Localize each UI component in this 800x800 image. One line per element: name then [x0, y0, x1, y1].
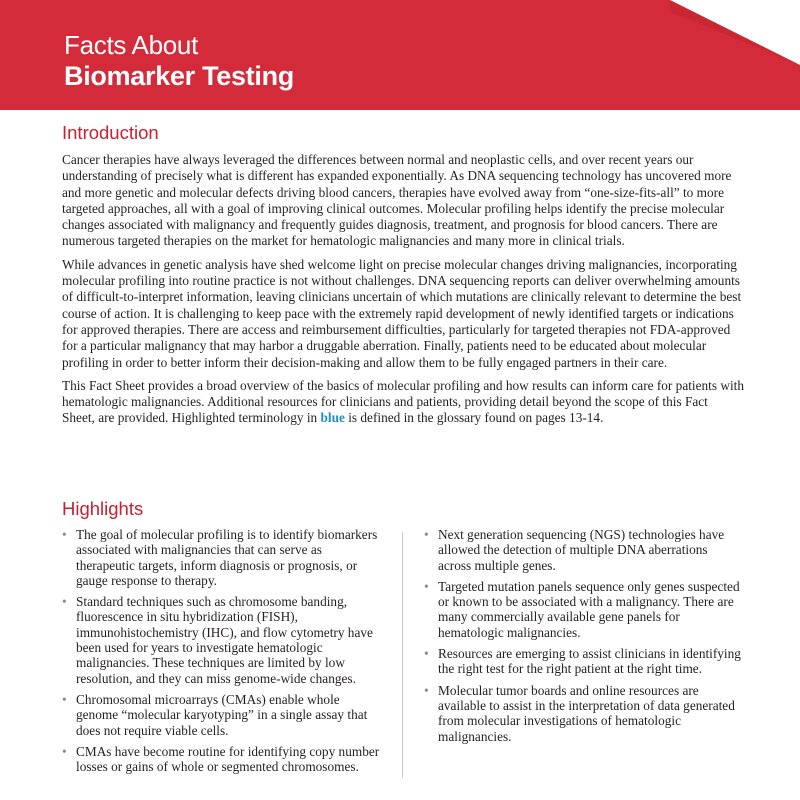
- list-item: • Chromosomal microarrays (CMAs) enable whole genome “molecular karyotyping” in a single assay that does not require viable cells.: [62, 692, 380, 738]
- intro-paragraph-1: Cancer therapies have always leveraged the differences between normal and neoplastic cells, and over recent years our understanding of precisely what is different has expanded exponentially. As DNA sequencing technology has uncovered more and more genetic and molecular defects driving blood cancers, therapies have evolved away from “one-size-fits-all” to more targeted approaches, all with a goal of improving clinical outcomes. Molecular profiling helps identify the precise molecular changes associated with malignancy and frequently guides diagnosis, treatment, and prognosis for blood cancers. There are numerous targeted therapies on the market for hematologic malignancies and many more in clinical trials.: [62, 152, 732, 249]
- list-item: • Next generation sequencing (NGS) technologies have allowed the detection of multiple DNA aberrations across multiple genes.: [424, 527, 744, 573]
- intro-paragraph-3: [62, 378, 744, 427]
- list-item: • Molecular tumor boards and online resources are available to assist in the interpretation of data generated from molecular investigations of hematologic malignancies.: [424, 683, 744, 744]
- intro-paragraph-3-text: This Fact Sheet provides a broad overview of the basics of molecular profiling and how results can inform care for patients with hematologic malignancies. Additional resources for clinicians and patients, providing detail beyond the scope of this Fact Sheet, are provided. Highlighted terminology in: [62, 377, 745, 426]
- introduction-heading: Introduction: [62, 122, 159, 143]
- highlights-heading: Highlights: [62, 498, 144, 519]
- column-divider: [402, 532, 403, 778]
- highlight-term-blue: blue: [320, 410, 345, 426]
- highlights-left-list: [62, 527, 380, 774]
- list-item: • Standard techniques such as chromosome banding, fluorescence in situ hybridization (FISH), immunohistochemistry (IHC), and flow cytometry have been used for years to investigate hematologic malignancies. These techniques are limited by low resolution, and they can miss genome-wide changes.: [62, 594, 380, 686]
- intro-paragraph-2: While advances in genetic analysis have shed welcome light on precise molecular changes driving malignancies, incorporating molecular profiling into routine practice is not without challenges. DNA sequencing reports can deliver overwhelming amounts of difficult-to-interpret information, leaving clinicians uncertain of which mutations are clinically relevant to determine the best course of action. It is challenging to keep pace with the extremely rapid development of newly identified targets or indications for approved therapies. There are access and reimbursement difficulties, particularly for targeted therapies not FDA-approved for a particular malignancy that may harbor a druggable aberration. Finally, patients need to be educated about molecular profiling in order to better inform their decision-making and allow them to be fully engaged partners in their care.: [62, 256, 742, 370]
- highlights-left-column: [62, 527, 380, 780]
- page-fold-corner: [670, 0, 800, 65]
- list-item: • CMAs have become routine for identifying copy number losses or gains of whole or segmented chromosomes.: [62, 744, 380, 775]
- intro-paragraph-3-end: is defined in the glossary found on pages 13-14.: [344, 410, 604, 426]
- title-line-1: Facts About: [64, 30, 198, 60]
- list-item: • Targeted mutation panels sequence only genes suspected or known to be associated with a malignancy. There are many commercially available gene panels for hematologic malignancies.: [424, 579, 744, 640]
- introduction-body: [62, 152, 744, 434]
- highlights-right-column: [424, 527, 744, 750]
- title-line-2: Biomarker Testing: [64, 61, 294, 91]
- list-item: • The goal of molecular profiling is to identify biomarkers associated with malignancies that can serve as therapeutic targets, inform diagnosis or prognosis, or gauge response to therapy.: [62, 527, 380, 588]
- highlights-right-list: [424, 527, 744, 744]
- list-item: • Resources are emerging to assist clinicians in identifying the right test for the right patient at the right time.: [424, 646, 744, 677]
